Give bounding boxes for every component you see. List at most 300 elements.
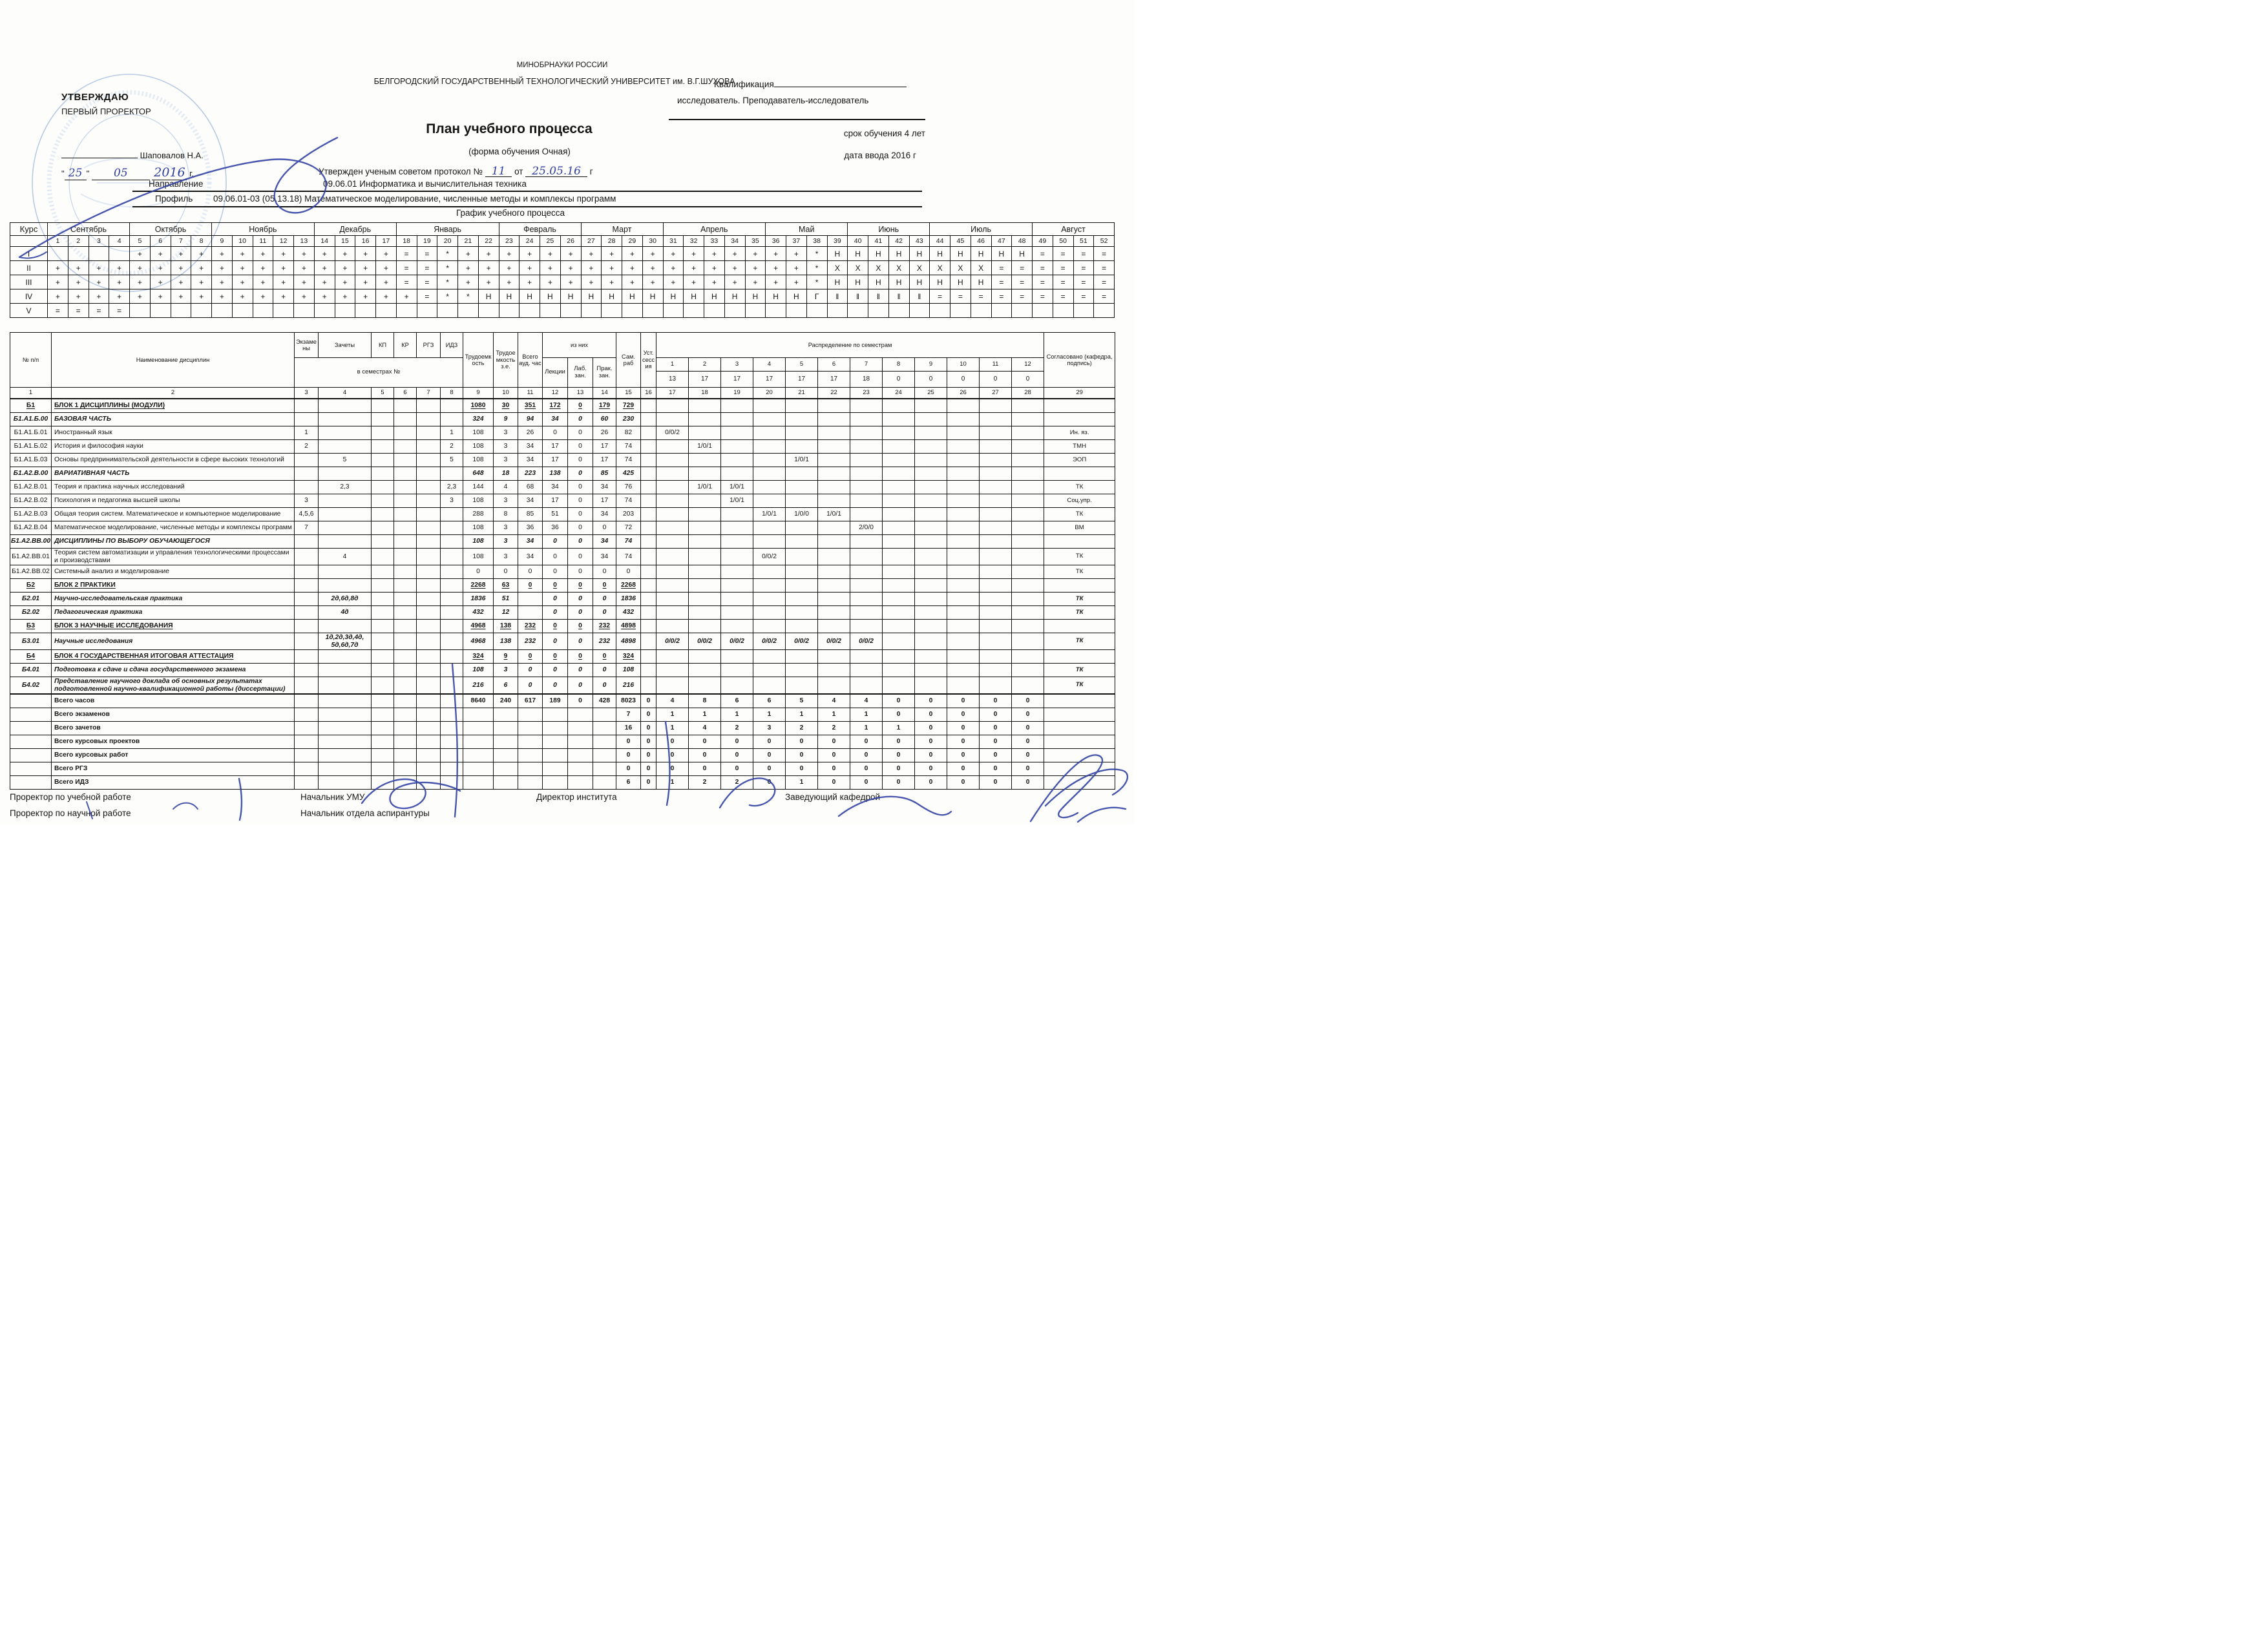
cell-control-5 — [441, 467, 463, 481]
semester-number: 9 — [915, 358, 947, 372]
column-number: 24 — [883, 388, 915, 399]
cell-total-sem-10: 0 — [947, 749, 980, 762]
cell-value-2 — [518, 593, 543, 606]
cell-sem-6 — [818, 677, 850, 695]
column-number: 19 — [721, 388, 753, 399]
totals-row — [10, 694, 1115, 708]
cell-sem-8 — [883, 593, 915, 606]
cell-control-5 — [441, 413, 463, 426]
cell-sem-12 — [1012, 467, 1044, 481]
cell-sem-5 — [786, 650, 818, 664]
week-cell — [622, 304, 643, 318]
table-row — [10, 579, 1115, 593]
cell-code: Б2.02 — [10, 606, 52, 620]
week-cell: = — [89, 304, 109, 318]
cell-control-1 — [319, 579, 372, 593]
cell-total-value-1 — [494, 762, 518, 776]
week-cell: + — [540, 261, 561, 275]
cell-total-value-4 — [568, 762, 593, 776]
week-cell: + — [130, 261, 151, 275]
cell-control-1 — [319, 467, 372, 481]
cell-value-3: 17 — [543, 454, 568, 467]
week-number: 20 — [437, 236, 458, 247]
cell-value-0: 4968 — [463, 620, 494, 633]
week-cell: + — [478, 261, 499, 275]
cell-sem-4 — [753, 481, 786, 494]
cell-total-value-3 — [543, 776, 568, 790]
cell-sem-9 — [915, 535, 947, 549]
cell-sem-8 — [883, 467, 915, 481]
cell-sem-10 — [947, 521, 980, 535]
week-cell: = — [1073, 275, 1094, 289]
cell-empty — [10, 776, 52, 790]
week-cell: + — [478, 247, 499, 261]
cell-sem-11 — [980, 677, 1012, 695]
cell-value-1: 51 — [494, 593, 518, 606]
cell-value-3: 0 — [543, 549, 568, 565]
cell-sem-10 — [947, 620, 980, 633]
cell-total-sem-9: 0 — [915, 749, 947, 762]
week-cell: ‖ — [827, 289, 848, 304]
cell-sem-10 — [947, 650, 980, 664]
totals-row — [10, 708, 1115, 722]
week-cell: Х — [848, 261, 868, 275]
cell-sem-6 — [818, 535, 850, 549]
week-number: 44 — [930, 236, 950, 247]
column-number: 21 — [786, 388, 818, 399]
cell-code: Б3.01 — [10, 633, 52, 650]
cell-sem-11 — [980, 579, 1012, 593]
week-cell: + — [171, 261, 191, 275]
week-cell: * — [458, 289, 479, 304]
cell-control-4 — [417, 677, 441, 695]
cell-empty — [1044, 722, 1115, 735]
week-cell — [478, 304, 499, 318]
week-cell: Н — [950, 275, 971, 289]
month-label: Июль — [930, 223, 1033, 236]
cell-sem-5 — [786, 494, 818, 508]
cell-value-5: 232 — [593, 633, 616, 650]
cell-total-sem-4: 0 — [753, 776, 786, 790]
cell-setup-session — [641, 606, 656, 620]
week-cell: + — [663, 275, 684, 289]
cell-value-4: 0 — [568, 467, 593, 481]
cell-sem-9 — [915, 606, 947, 620]
semester-weeks: 0 — [883, 372, 915, 388]
cell-sem-7 — [850, 650, 883, 664]
cell-value-2: 34 — [518, 535, 543, 549]
cell-total-sem-1: 4 — [656, 694, 689, 708]
cell-control-1: 4 — [319, 549, 372, 565]
table-row — [10, 508, 1115, 521]
cell-sem-12 — [1012, 521, 1044, 535]
week-cell: + — [212, 261, 233, 275]
study-schedule-grid — [10, 222, 1115, 318]
cell-control-4 — [417, 535, 441, 549]
cell-total-ust: 0 — [641, 722, 656, 735]
schedule-section-title: График учебного процесса — [456, 208, 565, 218]
cell-value-6: 72 — [616, 521, 641, 535]
week-cell: + — [376, 247, 397, 261]
week-cell — [602, 304, 622, 318]
cell-value-1: 3 — [494, 494, 518, 508]
course-row-I — [10, 247, 1115, 261]
cell-control-2 — [372, 440, 394, 454]
cell-value-0: 324 — [463, 413, 494, 426]
cell-total-value-4: 0 — [568, 694, 593, 708]
cell-value-6: 4898 — [616, 620, 641, 633]
cell-sem-11 — [980, 440, 1012, 454]
cell-total-sem-9: 0 — [915, 722, 947, 735]
week-number: 49 — [1033, 236, 1053, 247]
cell-sem-6 — [818, 620, 850, 633]
cell-value-0: 1836 — [463, 593, 494, 606]
cell-value-1: 18 — [494, 467, 518, 481]
column-number: 28 — [1012, 388, 1044, 399]
cell-total-value-2 — [518, 708, 543, 722]
cell-discipline-name: Теория и практика научных исследований — [52, 481, 295, 494]
cell-sem-2 — [689, 454, 721, 467]
cell-total-value-6: 16 — [616, 722, 641, 735]
cell-control-2 — [372, 650, 394, 664]
cell-value-6: 324 — [616, 650, 641, 664]
cell-empty — [372, 749, 394, 762]
cell-sem-4 — [753, 650, 786, 664]
cell-total-value-0 — [463, 708, 494, 722]
cell-discipline-name: БЛОК 2 ПРАКТИКИ — [52, 579, 295, 593]
empty-cell — [10, 236, 48, 247]
week-number: 33 — [704, 236, 725, 247]
cell-sem-2 — [689, 677, 721, 695]
cell-value-5: 34 — [593, 481, 616, 494]
cell-value-0: 108 — [463, 494, 494, 508]
week-cell: + — [68, 289, 89, 304]
week-number: 6 — [150, 236, 171, 247]
cell-total-sem-2: 4 — [689, 722, 721, 735]
cell-sem-2 — [689, 620, 721, 633]
cell-sem-12 — [1012, 549, 1044, 565]
week-cell: + — [171, 289, 191, 304]
cell-sem-1 — [656, 494, 689, 508]
cell-value-2: 223 — [518, 467, 543, 481]
week-number: 27 — [581, 236, 602, 247]
cell-sem-9 — [915, 620, 947, 633]
week-cell: = — [991, 261, 1012, 275]
course-label: I — [10, 247, 48, 261]
cell-control-3 — [394, 579, 417, 593]
week-cell: + — [684, 247, 704, 261]
cell-value-2: 0 — [518, 677, 543, 695]
cell-empty — [1044, 708, 1115, 722]
week-cell — [1053, 304, 1073, 318]
cell-sem-10 — [947, 440, 980, 454]
table-row — [10, 677, 1115, 695]
cell-value-6: 74 — [616, 454, 641, 467]
cell-sem-1 — [656, 650, 689, 664]
cell-empty — [1044, 776, 1115, 790]
cell-value-1: 138 — [494, 620, 518, 633]
week-cell: Н — [909, 247, 930, 261]
cell-control-4 — [417, 521, 441, 535]
week-cell: Г — [806, 289, 827, 304]
cell-sem-11 — [980, 565, 1012, 579]
week-cell: + — [478, 275, 499, 289]
week-cell: + — [212, 247, 233, 261]
week-cell: + — [622, 275, 643, 289]
week-cell: + — [253, 275, 273, 289]
cell-sem-10 — [947, 549, 980, 565]
cell-value-0: 108 — [463, 454, 494, 467]
footer-signature-kafedra-3 — [1078, 808, 1126, 822]
week-cell — [848, 304, 868, 318]
cell-value-3: 0 — [543, 565, 568, 579]
cell-value-3: 0 — [543, 650, 568, 664]
column-number: 7 — [417, 388, 441, 399]
week-cell — [273, 304, 294, 318]
week-cell — [663, 304, 684, 318]
profile-row — [132, 191, 922, 207]
week-number-row — [10, 236, 1115, 247]
semester-number: 11 — [980, 358, 1012, 372]
week-cell: = — [396, 247, 417, 261]
week-cell: + — [109, 289, 130, 304]
week-number: 23 — [499, 236, 520, 247]
week-cell: = — [1053, 275, 1073, 289]
cell-total-label: Всего РГЗ — [52, 762, 295, 776]
cell-control-3 — [394, 677, 417, 695]
week-cell: + — [150, 275, 171, 289]
col-kr-header: КР — [394, 333, 417, 358]
cell-sem-3 — [721, 620, 753, 633]
cell-sem-2 — [689, 508, 721, 521]
cell-value-1: 6 — [494, 677, 518, 695]
cell-control-3 — [394, 481, 417, 494]
cell-sem-9 — [915, 426, 947, 440]
cell-sem-6 — [818, 440, 850, 454]
week-number: 15 — [335, 236, 355, 247]
week-number: 50 — [1053, 236, 1073, 247]
cell-sem-3 — [721, 579, 753, 593]
cell-total-sem-6: 0 — [818, 735, 850, 749]
cell-sem-8 — [883, 664, 915, 677]
cell-total-sem-7: 0 — [850, 749, 883, 762]
cell-empty — [1044, 749, 1115, 762]
curriculum-table — [10, 332, 1115, 790]
week-cell: = — [417, 275, 437, 289]
cell-control-0: 7 — [295, 521, 319, 535]
cell-sem-2: 1/0/1 — [689, 481, 721, 494]
cell-sem-11 — [980, 467, 1012, 481]
handwritten-year: 2016 — [154, 165, 185, 180]
cell-empty — [10, 735, 52, 749]
week-cell: + — [602, 275, 622, 289]
cell-value-6: 203 — [616, 508, 641, 521]
cell-value-2: 34 — [518, 549, 543, 565]
cell-control-2 — [372, 677, 394, 695]
cell-control-0 — [295, 677, 319, 695]
cell-sem-12 — [1012, 579, 1044, 593]
cell-control-1: 1д,2д,3д,4д, 5д,6д,7д — [319, 633, 372, 650]
cell-department: ТК — [1044, 565, 1115, 579]
cell-code: Б3 — [10, 620, 52, 633]
cell-sem-4 — [753, 399, 786, 413]
cell-code: Б1.А2.ВВ.00 — [10, 535, 52, 549]
cell-empty — [441, 749, 463, 762]
cell-control-1 — [319, 508, 372, 521]
cell-sem-4 — [753, 494, 786, 508]
column-number: 25 — [915, 388, 947, 399]
cell-empty — [295, 749, 319, 762]
week-cell: = — [396, 261, 417, 275]
week-cell: + — [355, 261, 376, 275]
cell-control-1: 2,3 — [319, 481, 372, 494]
cell-value-3: 34 — [543, 413, 568, 426]
week-cell: = — [68, 304, 89, 318]
cell-value-6: 108 — [616, 664, 641, 677]
course-label: V — [10, 304, 48, 318]
week-cell: + — [150, 289, 171, 304]
week-cell: + — [48, 275, 68, 289]
cell-empty — [319, 708, 372, 722]
cell-total-sem-12: 0 — [1012, 722, 1044, 735]
month-label: Июнь — [848, 223, 930, 236]
week-number: 42 — [888, 236, 909, 247]
week-cell: + — [786, 275, 807, 289]
footer-department-head: Заведующий кафедрой — [785, 792, 881, 802]
cell-empty — [441, 735, 463, 749]
week-cell: Н — [745, 289, 766, 304]
cell-sem-10 — [947, 494, 980, 508]
profile-label: Профиль — [155, 194, 193, 204]
cell-sem-6 — [818, 579, 850, 593]
cell-control-4 — [417, 481, 441, 494]
cell-total-value-0 — [463, 776, 494, 790]
cell-sem-7 — [850, 664, 883, 677]
week-cell — [253, 304, 273, 318]
cell-sem-12 — [1012, 650, 1044, 664]
cell-control-5 — [441, 620, 463, 633]
cell-total-value-2 — [518, 735, 543, 749]
cell-value-6: 432 — [616, 606, 641, 620]
cell-sem-7 — [850, 677, 883, 695]
cell-total-sem-5: 0 — [786, 735, 818, 749]
cell-sem-1 — [656, 664, 689, 677]
cell-value-0: 0 — [463, 565, 494, 579]
cell-control-0: 1 — [295, 426, 319, 440]
cell-value-2: 26 — [518, 426, 543, 440]
cell-total-sem-4: 0 — [753, 762, 786, 776]
cell-control-3 — [394, 633, 417, 650]
cell-value-4: 0 — [568, 508, 593, 521]
cell-sem-4: 0/0/2 — [753, 633, 786, 650]
cell-value-4: 0 — [568, 606, 593, 620]
cell-total-sem-10: 0 — [947, 722, 980, 735]
cell-sem-4 — [753, 535, 786, 549]
column-number: 3 — [295, 388, 319, 399]
semester-number: 8 — [883, 358, 915, 372]
cell-value-3: 0 — [543, 426, 568, 440]
cell-sem-8 — [883, 549, 915, 565]
week-number: 5 — [130, 236, 151, 247]
week-cell: Н — [971, 275, 991, 289]
cell-control-1 — [319, 521, 372, 535]
cell-value-5: 17 — [593, 494, 616, 508]
column-number: 4 — [319, 388, 372, 399]
week-cell: + — [602, 247, 622, 261]
week-cell: + — [191, 247, 212, 261]
cell-setup-session — [641, 677, 656, 695]
week-cell: + — [191, 261, 212, 275]
cell-control-0 — [295, 467, 319, 481]
cell-control-4 — [417, 508, 441, 521]
semester-weeks: 0 — [947, 372, 980, 388]
cell-value-6: 1836 — [616, 593, 641, 606]
cell-code: Б1.А2.В.01 — [10, 481, 52, 494]
cell-control-2 — [372, 620, 394, 633]
cell-control-5 — [441, 565, 463, 579]
cell-sem-11 — [980, 606, 1012, 620]
cell-empty — [417, 749, 441, 762]
cell-empty — [319, 694, 372, 708]
cell-sem-12 — [1012, 633, 1044, 650]
week-cell: + — [458, 275, 479, 289]
cell-empty — [295, 694, 319, 708]
cell-sem-6 — [818, 664, 850, 677]
week-cell: + — [745, 261, 766, 275]
cell-value-0: 108 — [463, 440, 494, 454]
direction-row — [132, 179, 922, 189]
cell-code: Б1.А2.ВВ.01 — [10, 549, 52, 565]
cell-value-3: 0 — [543, 593, 568, 606]
semester-number: 5 — [786, 358, 818, 372]
cell-sem-11 — [980, 399, 1012, 413]
cell-sem-1 — [656, 677, 689, 695]
cell-value-1: 3 — [494, 549, 518, 565]
cell-total-value-4 — [568, 749, 593, 762]
week-cell: + — [602, 261, 622, 275]
table-row — [10, 650, 1115, 664]
cell-sem-7 — [850, 579, 883, 593]
cell-setup-session — [641, 633, 656, 650]
week-cell: + — [581, 247, 602, 261]
week-cell: + — [745, 275, 766, 289]
week-cell: Н — [478, 289, 499, 304]
cell-control-0: 4,5,6 — [295, 508, 319, 521]
cell-control-3 — [394, 620, 417, 633]
cell-sem-1: 0/0/2 — [656, 633, 689, 650]
cell-total-sem-12: 0 — [1012, 749, 1044, 762]
cell-sem-11 — [980, 494, 1012, 508]
cell-discipline-name: Иностранный язык — [52, 426, 295, 440]
week-cell — [130, 304, 151, 318]
week-cell: + — [355, 247, 376, 261]
cell-total-value-3 — [543, 708, 568, 722]
cell-total-label: Всего зачетов — [52, 722, 295, 735]
week-cell: + — [355, 275, 376, 289]
cell-control-3 — [394, 413, 417, 426]
week-cell: = — [1012, 261, 1033, 275]
cell-discipline-name: Представление научного доклада об основных результатах подготовленной научно-квалификационной работы (диссертации) — [52, 677, 295, 695]
week-number: 34 — [724, 236, 745, 247]
cell-sem-9 — [915, 467, 947, 481]
cell-sem-7 — [850, 535, 883, 549]
cell-value-2: 0 — [518, 650, 543, 664]
cell-sem-5 — [786, 399, 818, 413]
cell-empty — [319, 722, 372, 735]
cell-sem-7 — [850, 549, 883, 565]
cell-value-0: 216 — [463, 677, 494, 695]
cell-discipline-name: Подготовка к сдаче и сдача государственного экзамена — [52, 664, 295, 677]
